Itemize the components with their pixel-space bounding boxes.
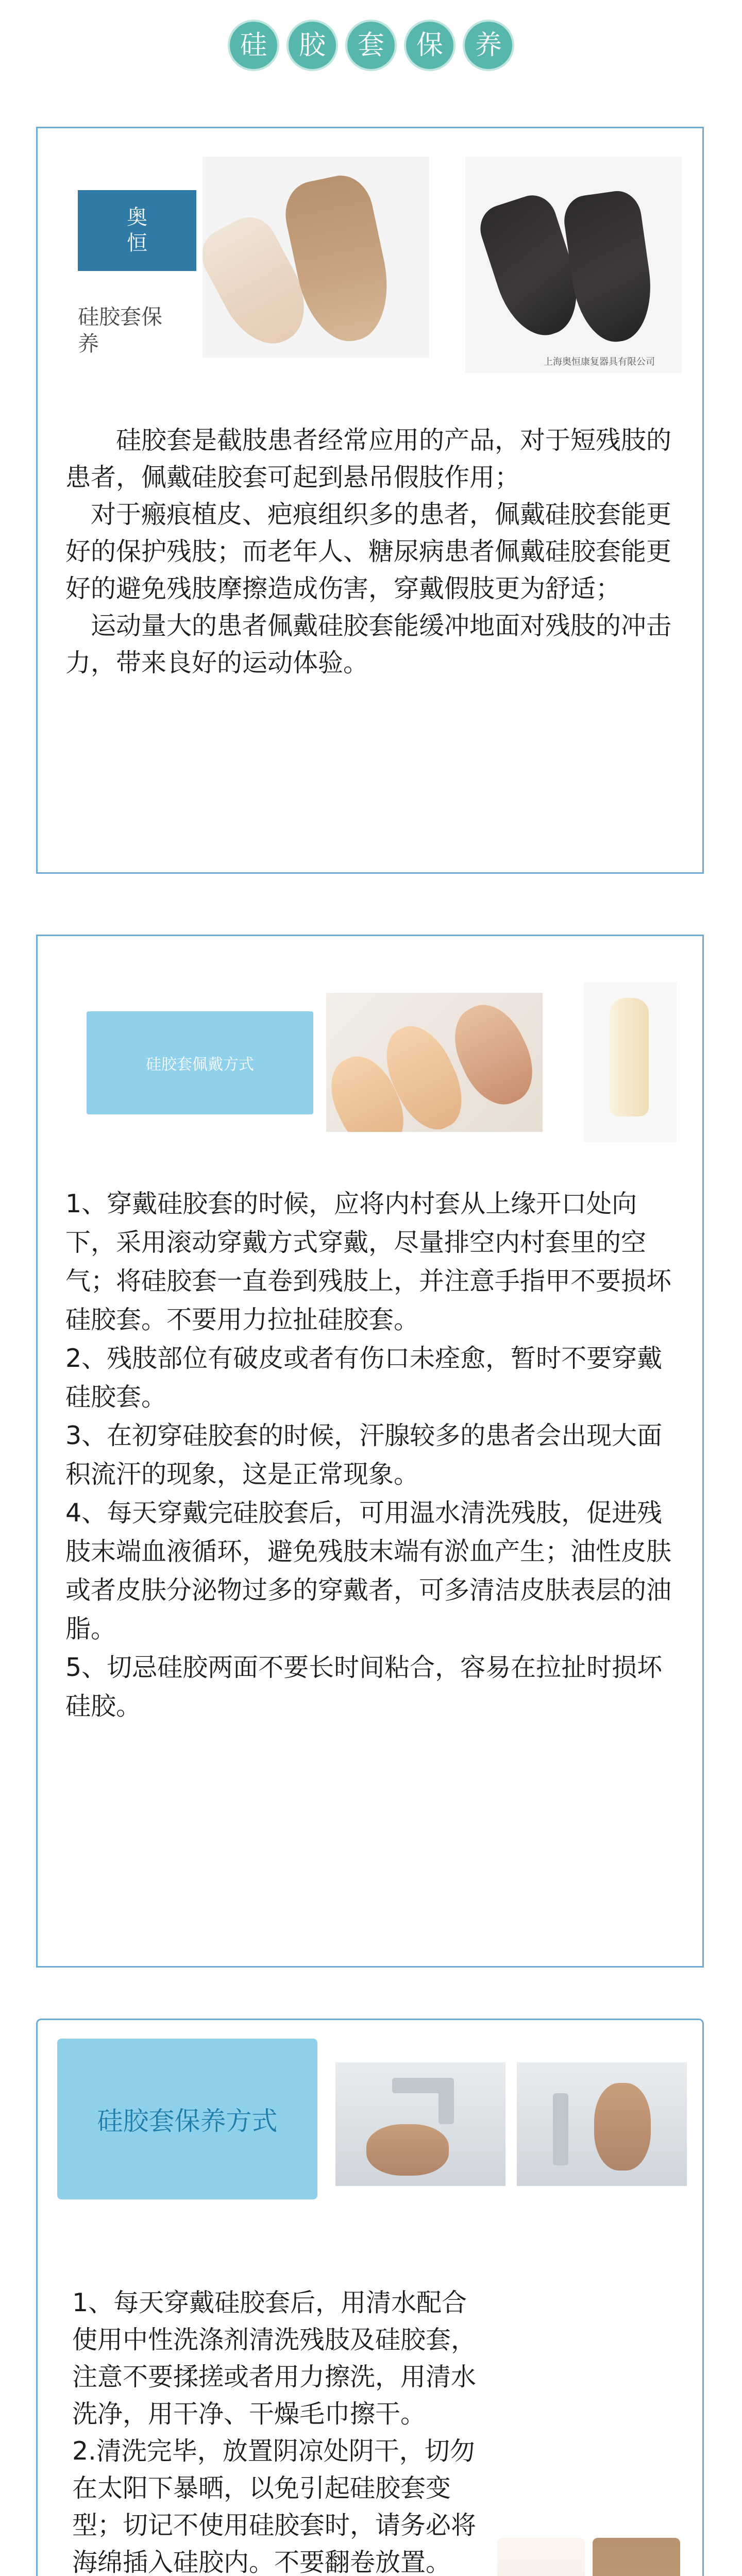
intro-text — [65, 422, 679, 682]
title-char: 套 — [345, 20, 397, 71]
page-title — [0, 20, 742, 81]
care-text — [72, 2284, 479, 2576]
brand-logo-box — [78, 190, 196, 271]
bottle-image — [610, 998, 649, 1116]
brand-name: 奥 恒 — [127, 206, 147, 255]
intro-paragraph: 硅胶套是截肢患者经常应用的产品，对于短残肢的患者，佩戴硅胶套可起到悬吊假肢作用； — [65, 426, 672, 492]
title-char: 保 — [404, 20, 456, 71]
wearing-text — [65, 1184, 679, 1725]
faucet-image — [553, 2093, 568, 2165]
wearing-item: 1、穿戴硅胶套的时候，应将内村套从上缘开口处向下，采用滚动穿戴方式穿戴，尽量排空内村套里的空气；将硅胶套一直卷到残肢上，并注意手指甲不要损坏硅胶套。不要用力拉扯硅胶套。 — [65, 1189, 672, 1334]
washing-photo-2 — [517, 2062, 687, 2186]
hand-image — [366, 2124, 449, 2176]
wearing-item: 4、每天穿戴完硅胶套后，可用温水清洗残肢，促进残肢末端血液循环，避免残肢末端有淤血产生；油性皮肤或者皮肤分泌物过多的穿戴者，可多清洁皮肤表层的油脂。 — [65, 1498, 672, 1643]
wearing-item: 3、在初穿硅胶套的时候，汗腺较多的患者会出现大面积流汗的现象，这是正常现象。 — [65, 1421, 663, 1489]
wearing-item: 2、残肢部位有破皮或者有伤口未痊愈，暂时不要穿戴硅胶套。 — [65, 1344, 663, 1412]
care-item: 2.清洗完毕，放置阴凉处阴干，切勿在太阳下暴晒，以免引起硅胶套变型；切记不使用硅胶套时，请务必将海绵插入硅胶内。不要翻卷放置。 — [72, 2436, 477, 2576]
wearing-label-box — [87, 1011, 313, 1114]
wearing-item: 5、切忌硅胶两面不要长时间粘合，容易在拉扯时损坏硅胶。 — [65, 1653, 663, 1721]
title-char: 养 — [463, 20, 514, 71]
tan-liner-image — [593, 2538, 680, 2576]
care-label: 硅胶套保养方式 — [97, 2106, 278, 2136]
black-liner-image — [561, 188, 659, 347]
care-card — [36, 2019, 704, 2576]
photo-watermark: 上海奥恒康复器具有限公司 — [544, 357, 655, 367]
faucet-image — [439, 2078, 454, 2124]
wearing-card — [36, 935, 704, 1968]
washing-photo-1 — [335, 2062, 505, 2186]
brand-caption: 硅胶套保 养 — [78, 304, 162, 356]
liner-product-photo — [492, 2538, 683, 2576]
hand-image — [594, 2083, 651, 2171]
title-char: 胶 — [286, 20, 338, 71]
lotion-bottle-photo — [584, 982, 677, 1142]
care-label-box — [57, 2039, 317, 2199]
intro-paragraph: 运动量大的患者佩戴硅胶套能缓冲地面对残肢的冲击力，带来良好的运动体验。 — [65, 611, 672, 677]
title-char: 硅 — [228, 20, 279, 71]
product-photo-beige — [203, 157, 429, 358]
white-liner-image — [497, 2538, 585, 2576]
liner-fingers-photo — [326, 993, 543, 1132]
care-item: 1、每天穿戴硅胶套后，用清水配合使用中性洗涤剂清洗残肢及硅胶套，注意不要揉搓或者用力擦洗，用清水洗净，用干净、干燥毛巾擦干。 — [72, 2288, 477, 2429]
intro-paragraph: 对于瘢痕植皮、疤痕组织多的患者，佩戴硅胶套能更好的保护残肢；而老年人、糖尿病患者佩戴硅胶套能更好的避免残肢摩擦造成伤害，穿戴假肢更为舒适； — [65, 500, 672, 603]
product-photo-black — [465, 157, 682, 373]
wearing-label: 硅胶套佩戴方式 — [146, 1056, 254, 1074]
intro-card — [36, 127, 704, 874]
